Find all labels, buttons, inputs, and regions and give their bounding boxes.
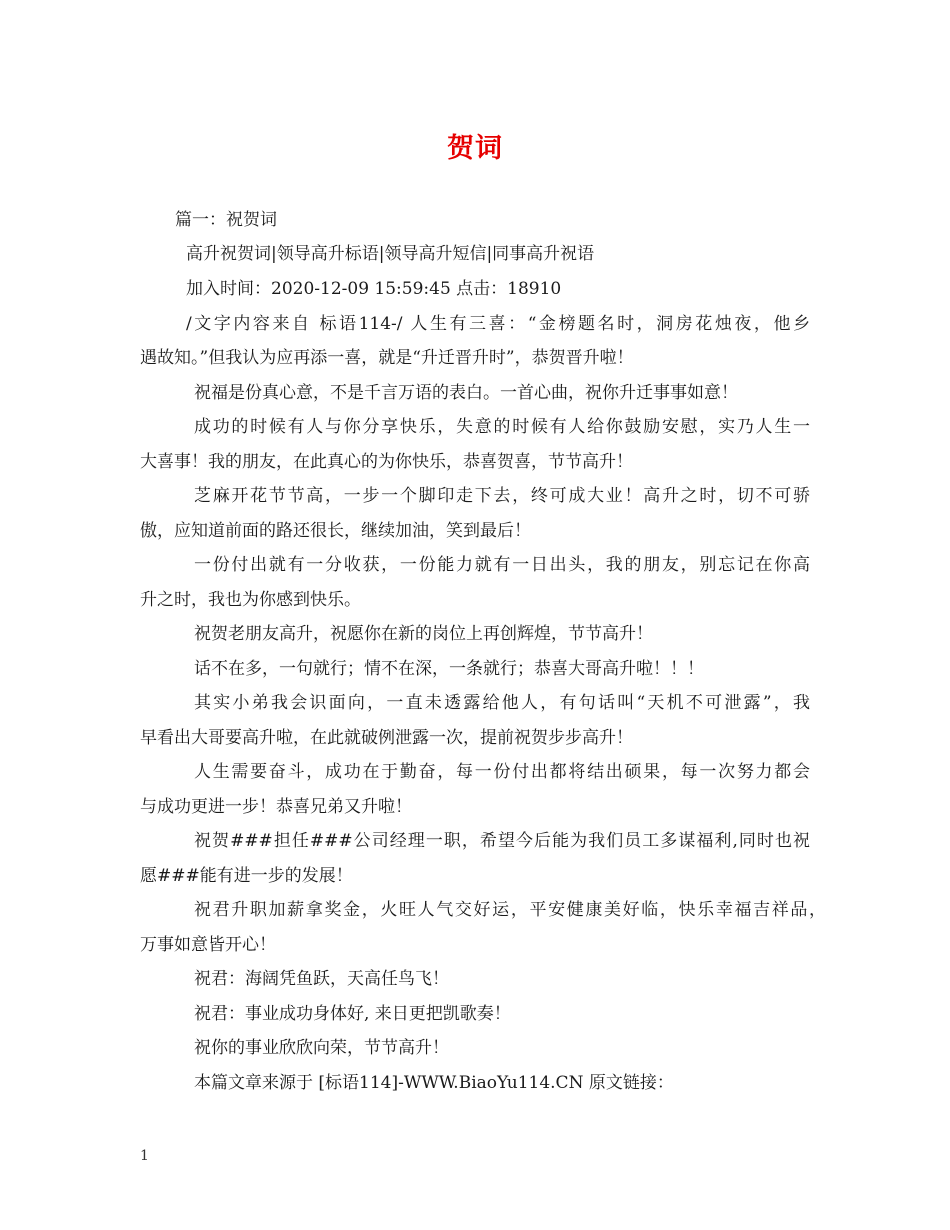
paragraph-line: 芝麻开花节节高，一步一个脚印走下去，终可成大业！高升之时，切不可骄	[194, 486, 810, 506]
paragraph-line: 祝君：海阔凭鱼跃，天高任鸟飞！	[194, 969, 449, 989]
paragraph-line: 祝你的事业欣欣向荣，节节高升！	[194, 1038, 449, 1058]
tag-line: 高升祝贺词|领导高升标语|领导高升短信|同事高升祝语	[186, 244, 595, 264]
paragraph-line: 一份付出就有一分收获，一份能力就有一日出头，我的朋友，别忘记在你高	[194, 555, 810, 575]
document-title: 贺词	[447, 133, 503, 164]
paragraph-line: 话不在多，一句就行；情不在深，一条就行；恭喜大哥高升啦！！！	[194, 659, 704, 679]
paragraph-line: 成功的时候有人与你分享快乐，失意的时候有人给你鼓励安慰，实乃人生一	[194, 417, 810, 437]
paragraph-line: 大喜事！我的朋友，在此真心的为你快乐，恭喜贺喜，节节高升！	[140, 452, 633, 472]
paragraph-line: 祝福是份真心意，不是千言万语的表白。一首心曲，祝你升迁事事如意！	[194, 383, 738, 403]
paragraph-line: 遇故知。”但我认为应再添一喜，就是“升迁晋升时”，恭贺晋升啦！	[140, 348, 634, 368]
paragraph-line: 其实小弟我会识面向，一直未透露给他人，有句话叫“天机不可泄露”，我	[194, 693, 810, 713]
page-number: 1	[140, 1148, 149, 1164]
source-link-line: 本篇文章来源于 [标语114]-WWW.BiaoYu114.CN 原文链接：	[194, 1073, 674, 1093]
paragraph-line: 愿###能有进一步的发展！	[140, 866, 353, 886]
paragraph-line: 升之时，我也为你感到快乐。	[140, 590, 361, 610]
meta-line: 加入时间：2020-12-09 15:59:45 点击：18910	[186, 279, 562, 299]
section-heading: 篇一：祝贺词	[175, 210, 277, 230]
paragraph-line: /文字内容来自 标语114-/ 人生有三喜：“金榜题名时，洞房花烛夜，他乡	[186, 314, 810, 334]
paragraph-line: 祝贺###担任###公司经理一职，希望今后能为我们员工多谋福利,同时也祝	[194, 831, 810, 851]
paragraph-line: 傲，应知道前面的路还很长，继续加油，笑到最后！	[140, 521, 531, 541]
paragraph-line: 祝君升职加薪拿奖金，火旺人气交好运，平安健康美好临，快乐幸福吉祥品，	[194, 900, 826, 920]
paragraph-line: 早看出大哥要高升啦，在此就破例泄露一次，提前祝贺步步高升！	[140, 728, 633, 748]
paragraph-line: 祝君：事业成功身体好, 来日更把凯歌奏！	[194, 1004, 511, 1024]
paragraph-line: 万事如意皆开心！	[140, 935, 276, 955]
paragraph-line: 人生需要奋斗，成功在于勤奋，每一份付出都将结出硕果，每一次努力都会	[194, 762, 810, 782]
paragraph-line: 祝贺老朋友高升，祝愿你在新的岗位上再创辉煌，节节高升！	[194, 624, 653, 644]
paragraph-line: 与成功更进一步！恭喜兄弟又升啦！	[140, 797, 412, 817]
